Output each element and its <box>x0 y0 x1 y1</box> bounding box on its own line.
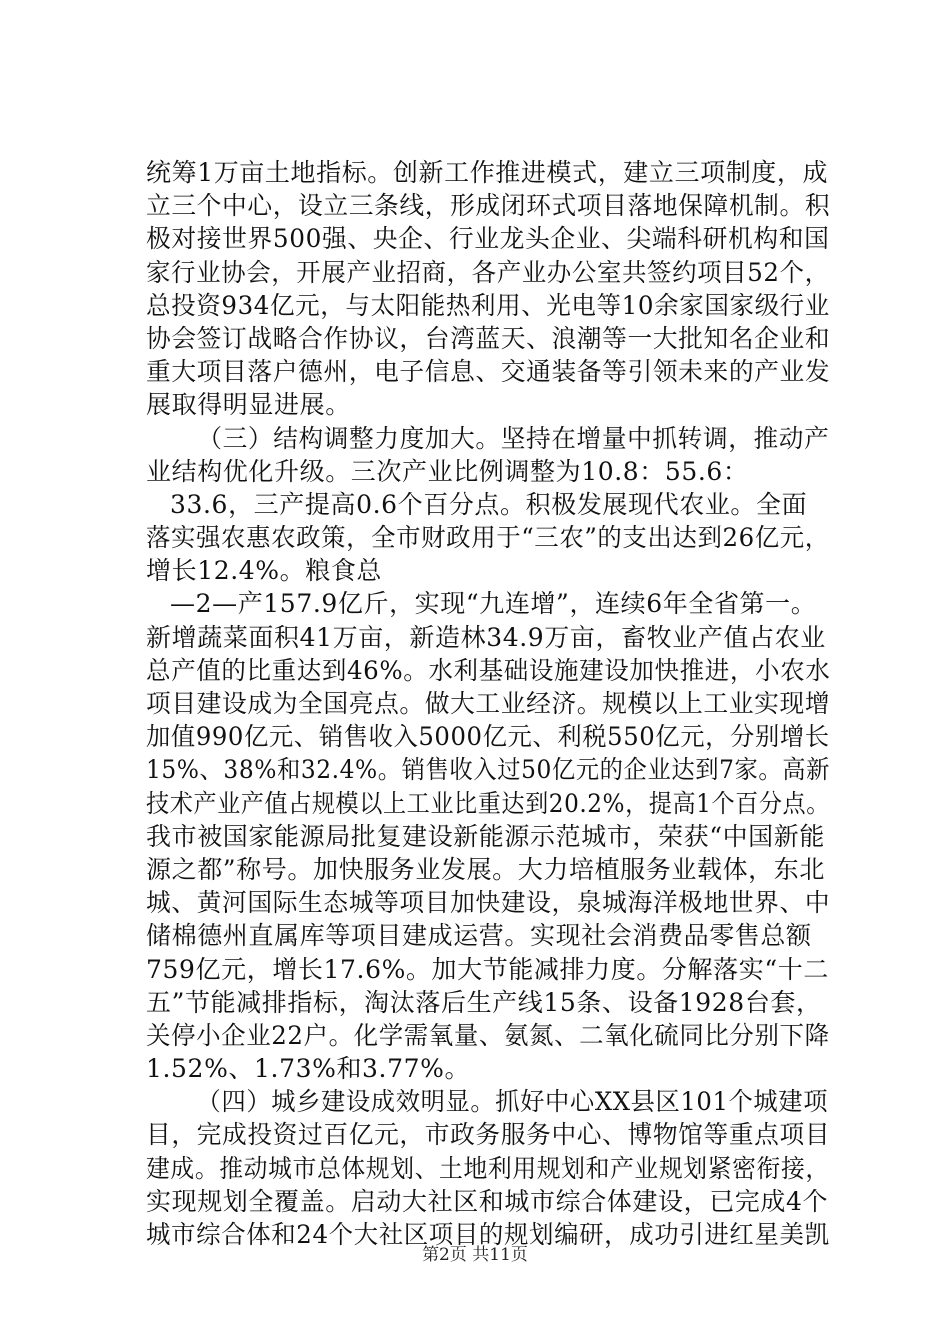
text-line: 立三个中心，设立三条线，形成闭环式项目落地保障机制。积 <box>146 191 831 221</box>
text-line: 我市被国家能源局批复建设新能源示范城市，荣获“中国新能 <box>146 821 825 851</box>
text-line: 实现规划全覆盖。启动大社区和城市综合体建设，已完成4个 <box>146 1186 829 1216</box>
text-line: 技术产业产值占规模以上工业比重达到20.2%，提高1个百分点。 <box>146 788 830 818</box>
text-line: 33.6，三产提高0.6个百分点。积极发展现代农业。全面 <box>170 489 808 519</box>
text-line: 总投资934亿元，与太阳能热利用、光电等10余家国家级行业 <box>146 290 830 320</box>
text-line: 家行业协会，开展产业招商，各产业办公室共签约项目52个， <box>146 257 830 287</box>
text-line: 落实强农惠农政策，全市财政用于“三农”的支出达到26亿元， <box>146 523 830 553</box>
text-line: 建成。推动城市总体规划、土地利用规划和产业规划紧密衔接， <box>146 1153 830 1183</box>
text-line: 目，完成投资过百亿元，市政务服务中心、博物馆等重点项目 <box>146 1120 831 1150</box>
text-line: 重大项目落户德州，电子信息、交通装备等引领未来的产业发 <box>146 357 831 387</box>
text-line: 展取得明显进展。 <box>146 390 351 420</box>
text-line: 城、黄河国际生态城等项目加快建设，泉城海洋极地世界、中 <box>146 888 831 918</box>
text-line: 15%、38%和32.4%。销售收入过50亿元的企业达到7家。高新 <box>146 755 831 785</box>
text-line: 关停小企业22户。化学需氧量、氨氮、二氧化硫同比分别下降 <box>146 1020 830 1050</box>
text-line: —2—产157.9亿斤，实现“九连增”，连续6年全省第一。 <box>170 589 817 619</box>
text-line: （三）结构调整力度加大。坚持在增量中抓转调，推动产 <box>197 423 830 453</box>
text-line: 总产值的比重达到46%。水利基础设施建设加快推进，小农水 <box>146 655 831 685</box>
text-line: 储棉德州直属库等项目建成运营。实现社会消费品零售总额 <box>146 921 812 951</box>
text-line: 项目建设成为全国亮点。做大工业经济。规模以上工业实现增 <box>146 689 831 718</box>
text-line: 极对接世界500强、央企、行业龙头企业、尖端科研机构和国 <box>146 224 830 254</box>
text-line: 增长12.4%。粮食总 <box>146 556 383 586</box>
document-body <box>146 156 830 1251</box>
text-line: 城市综合体和24个大社区项目的规划编研，成功引进红星美凯 <box>146 1220 830 1249</box>
text-line: 源之都”称号。加快服务业发展。大力培植服务业载体，东北 <box>146 854 825 884</box>
text-line: 五”节能减排指标，淘汰落后生产线15条、设备1928台套， <box>146 987 822 1017</box>
text-line: 新增蔬菜面积41万亩，新造林34.9万亩，畜牧业产值占农业 <box>146 622 826 652</box>
text-line: 加值990亿元、销售收入5000亿元、利税550亿元，分别增长 <box>146 722 830 752</box>
text-line: （四）城乡建设成效明显。抓好中心XX县区101个城建项 <box>196 1087 829 1117</box>
text-line: 统筹1万亩土地指标。创新工作推进模式，建立三项制度，成 <box>146 158 829 187</box>
page-footer: 第2页 共11页 <box>422 1245 528 1265</box>
text-line: 759亿元，增长17.6%。加大节能减排力度。分解落实“十二 <box>146 954 829 984</box>
text-line: 业结构优化升级。三次产业比例调整为10.8：55.6： <box>146 456 749 486</box>
text-line: 协会签订战略合作协议，台湾蓝天、浪潮等一大批知名企业和 <box>146 323 831 353</box>
text-line: 1.52%、1.73%和3.77%。 <box>146 1054 471 1084</box>
